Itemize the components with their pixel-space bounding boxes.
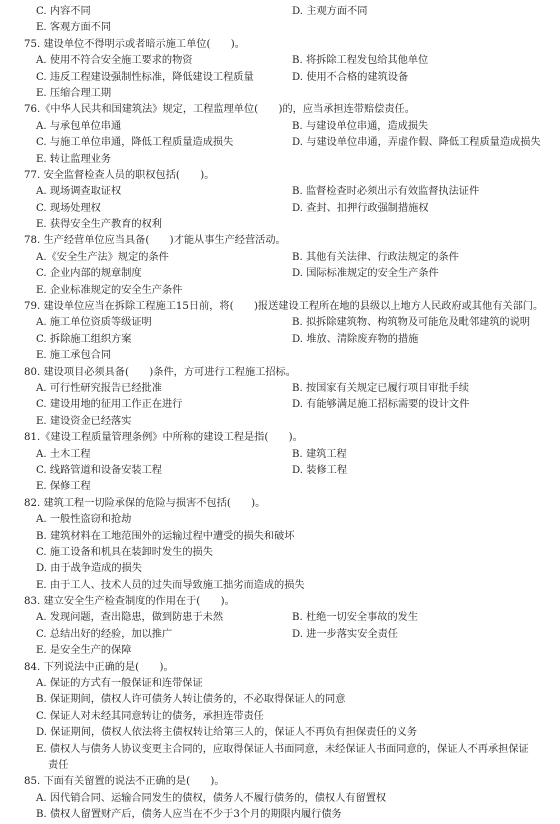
question-77-title: 77. 安全监督检查人员的职权包括( )。 <box>24 169 215 181</box>
option-b: B. 按国家有关规定已履行项目审批手续 <box>292 382 469 394</box>
option-d: D. 堆放、清除废弃物的措施 <box>292 333 419 345</box>
option-a: A. 土木工程 <box>36 448 91 460</box>
option-b: B. 建筑材料在工地范围外的运输过程中遭受的损失和破坏 <box>36 530 295 542</box>
option-d: D. 进一步落实安全责任 <box>292 628 398 640</box>
option-row <box>0 610 560 626</box>
option-row <box>0 119 560 135</box>
option-e: E. 债权人与债务人协议变更主合同的，应取得保证人书面同意，未经保证人书面同意的，保证人不再承担保证 <box>36 743 529 755</box>
question-75-title: 75. 建设单位不得明示或者暗示施工单位( )。 <box>24 38 245 50</box>
option-e-continuation: 责任 <box>48 759 69 771</box>
option-b: B. 保证期间，债权人许可债务人转让债务的，不必取得保证人的同意 <box>36 694 346 706</box>
option-row <box>0 447 560 463</box>
question-80-title: 80. 建设项目必须具备( )条件，方可进行工程施工招标。 <box>24 366 296 378</box>
option-e: E. 压缩合理工期 <box>36 87 112 99</box>
option-b: B. 债权人留置财产后，债务人应当在不少于3个月的期限内履行债务 <box>36 809 342 821</box>
option-e: E. 企业标准规定的安全生产条件 <box>36 284 183 296</box>
option-d: D. 与建设单位串通，弄虚作假、降低工程质量造成损失 <box>292 137 541 149</box>
option-c: C. 建设用地的征用工作正在进行 <box>36 399 183 411</box>
option-row <box>0 70 560 86</box>
question-84-title: 84. 下列说法中正确的是( )。 <box>24 661 174 673</box>
option-row <box>0 184 560 200</box>
option-d: D. 装修工程 <box>292 464 348 476</box>
option-d: D. 保证期间，债权人依法将主债权转让给第三人的，保证人不再负有担保责任的义务 <box>36 727 418 739</box>
option-a: A. 因代销合同、运输合同发生的债权，债务人不履行债务的，债权人有留置权 <box>36 792 387 804</box>
option-c: C. 施工设备和机具在装卸时发生的损失 <box>36 546 213 558</box>
option-c: C. 违反工程建设强制性标准，降低建设工程质量 <box>36 71 254 83</box>
option-d: D. 国际标准规定的安全生产条件 <box>292 268 439 280</box>
option-b: B. 其他有关法律、行政法规定的条件 <box>292 251 459 263</box>
option-row <box>0 266 560 282</box>
option-a: A. 发现问题，查出隐患，做到防患于未然 <box>36 612 224 624</box>
option-e: E. 保修工程 <box>36 481 91 493</box>
option-b: B. 将拆除工程发包给其他单位 <box>292 55 429 67</box>
option-b: B. 监督检查时必须出示有效监督执法证件 <box>292 186 480 198</box>
option-row <box>0 627 560 643</box>
option-row <box>0 332 560 348</box>
option-e: E. 转让监理业务 <box>36 153 112 165</box>
option-d: D. 由于战争造成的损失 <box>36 563 142 575</box>
option-row <box>0 135 560 151</box>
option-d: D. 查封、扣押行政强制措施权 <box>292 202 429 214</box>
option-row <box>0 201 560 217</box>
option-a: A. 与承包单位串通 <box>36 120 122 132</box>
option-a: A. 可行性研究报告已经批准 <box>36 382 162 394</box>
question-83-title: 83. 建立安全生产检查制度的作用在于( )。 <box>24 596 235 608</box>
option-b: B. 与建设单位串通，造成损失 <box>292 120 429 132</box>
option-row <box>0 381 560 397</box>
option-row <box>0 250 560 266</box>
option-c: C. 拆除施工组织方案 <box>36 333 132 345</box>
question-76-title: 76.《中华人民共和国建筑法》规定，工程监理单位( )的，应当承担连带赔偿责任。 <box>24 104 415 116</box>
question-85-title: 85. 下面有关留置的说法不正确的是( )。 <box>24 776 225 788</box>
option-e: E. 施工承包合同 <box>36 350 112 362</box>
option-row <box>0 4 560 20</box>
option-row <box>0 315 560 331</box>
question-79-title: 79. 建设单位应当在拆除工程施工15日前，将( )报送建设工程所在地的县级以上地方人民政府或其他有关部门。 <box>24 301 544 313</box>
option-d: D. 使用不合格的建筑设备 <box>292 71 409 83</box>
option-a: A. 施工单位资质等级证明 <box>36 317 152 329</box>
option-c: C. 现场处理权 <box>36 202 101 214</box>
option-b: B. 拟拆除建筑物、构筑物及可能危及毗邻建筑的说明 <box>292 317 531 329</box>
question-78-title: 78. 生产经营单位应当具备( )才能从事生产经营活动。 <box>24 235 286 247</box>
option-e: E. 客观方面不同 <box>36 22 112 34</box>
option-e: E. 由于工人、技术人员的过失而导致施工拙劣而造成的损失 <box>36 579 305 591</box>
option-c: C. 线路管道和设备安装工程 <box>36 464 162 476</box>
option-row <box>0 53 560 69</box>
option-b: B. 建筑工程 <box>292 448 347 460</box>
question-81-title: 81.《建设工程质量管理条例》中所称的建设工程是指( )。 <box>24 432 303 444</box>
option-e: E. 获得安全生产教育的权利 <box>36 219 162 231</box>
option-a: A. 一般性盗窃和抢劫 <box>36 514 132 526</box>
option-c: C. 与施工单位串通，降低工程质量造成损失 <box>36 137 234 149</box>
option-c: C. 企业内部的规章制度 <box>36 268 142 280</box>
question-82-title: 82. 建筑工程一切险承保的危险与损害不包括( )。 <box>24 497 266 509</box>
option-row <box>0 463 560 479</box>
option-e: E. 是安全生产的保障 <box>36 645 132 657</box>
option-b: B. 杜绝一切安全事故的发生 <box>292 612 419 624</box>
option-a: A. 使用不符合安全施工要求的物资 <box>36 55 193 67</box>
exam-page <box>0 4 560 824</box>
option-a: A. 保证的方式有一般保证和连带保证 <box>36 678 203 690</box>
option-c: C. 总结出好的经验，加以推广 <box>36 628 173 640</box>
option-a: A. 现场调查取证权 <box>36 186 122 198</box>
option-c: C. 保证人对未经其同意转让的债务，承担连带责任 <box>36 710 264 722</box>
option-a: A.《安全生产法》规定的条件 <box>36 251 169 263</box>
option-c: C. 内容不同 <box>36 6 91 17</box>
option-row <box>0 397 560 413</box>
option-d: D. 有能够满足施工招标需要的设计文件 <box>292 399 470 411</box>
option-e: E. 建设资金已经落实 <box>36 415 132 427</box>
option-d: D. 主观方面不同 <box>292 6 368 17</box>
